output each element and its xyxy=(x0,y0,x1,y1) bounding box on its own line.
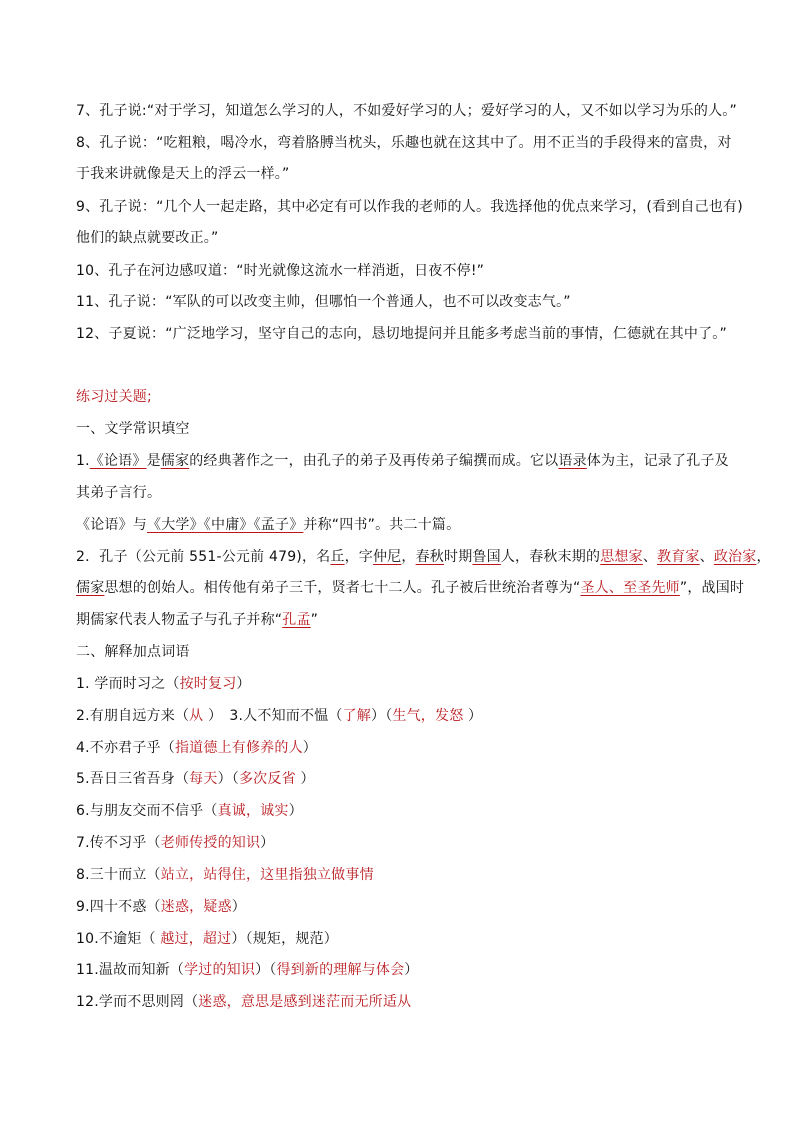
translation-line-7: 7、孔子说:“对于学习，知道怎么学习的人，不如爱好学习的人；爱好学习的人，又不如以学习为乐的人。” xyxy=(76,103,737,119)
translation-line-12: 12、子夏说：“广泛地学习，坚守自己的志向，恳切地提问并且能多考虑当前的事情，仁德就在其中了。” xyxy=(76,326,727,342)
explain-item-4: 4.不亦君子乎（指道德上有修养的人） xyxy=(76,740,317,756)
explain-item-12: 12.学而不思则罔（迷惑，意思是感到迷茫而无所适从 xyxy=(76,994,412,1010)
translation-line-11: 11、孔子说：“军队的可以改变主帅，但哪怕一个普通人，也不可以改变志气。” xyxy=(76,294,571,310)
explain-item-7: 7.传不习乎（老师传授的知识） xyxy=(76,835,275,851)
q1-line2: 其弟子言行。 xyxy=(76,485,162,501)
translation-line-8-cont: 于我来讲就像是天上的浮云一样。” xyxy=(76,166,290,182)
q2-line2: 儒家思想的创始人。相传他有弟子三千，贤者七十二人。孔子被后世统治者尊为“圣人、至圣先师”，战国时 xyxy=(76,580,745,596)
section1-title: 一、文学常识填空 xyxy=(76,421,190,437)
translation-line-10: 10、孔子在河边感叹道：“时光就像这流水一样消逝，日夜不停!” xyxy=(76,263,485,279)
explain-item-8: 8.三十而立（站立，站得住，这里指独立做事情 xyxy=(76,867,374,883)
explain-item-1: 1. 学而时习之（按时复习） xyxy=(76,676,251,692)
q2-line3: 期儒家代表人物孟子与孔子并称“孔孟” xyxy=(76,612,319,628)
translation-line-8: 8、孔子说：“吃粗粮，喝冷水，弯着胳膊当枕头，乐趣也就在这其中了。用不正当的手段得来的富贵，对 xyxy=(76,135,732,151)
translation-line-9-cont: 他们的缺点就要改正。” xyxy=(76,230,219,246)
section2-title: 二、解释加点词语 xyxy=(76,644,190,660)
explain-item-10: 10.不逾矩（ 越过，超过）（规矩，规范） xyxy=(76,931,338,947)
q2-line1: 2．孔子（公元前 551-公元前 479)，名丘，字仲尼，春秋时期鲁国人，春秋末期的思想家、教育家、政治家， xyxy=(76,549,771,565)
q1-line1: 1.《论语》是儒家的经典著作之一，由孔子的弟子及再传弟子编撰而成。它以语录体为主，记录了孔子及 xyxy=(76,453,729,469)
explain-item-2-3: 2.有朋自远方来（从 ） 3.人不知而不愠（了解）（生气，发怒 ） xyxy=(76,708,483,724)
practice-title: 练习过关题; xyxy=(76,389,152,405)
q1-line3: 《论语》与《大学》《中庸》《孟子》并称“四书”。共二十篇。 xyxy=(76,517,461,533)
explain-item-9: 9.四十不惑（迷惑，疑惑） xyxy=(76,899,246,915)
explain-item-6: 6.与朋友交而不信乎（真诚，诚实） xyxy=(76,803,303,819)
explain-item-5: 5.吾日三省吾身（每天）（多次反省 ） xyxy=(76,771,315,787)
explain-item-11: 11.温故而知新（学过的知识）（得到新的理解与体会） xyxy=(76,962,419,978)
translation-line-9: 9、孔子说：“几个人一起走路，其中必定有可以作我的老师的人。我选择他的优点来学习，(看到自己也有) xyxy=(76,199,743,215)
